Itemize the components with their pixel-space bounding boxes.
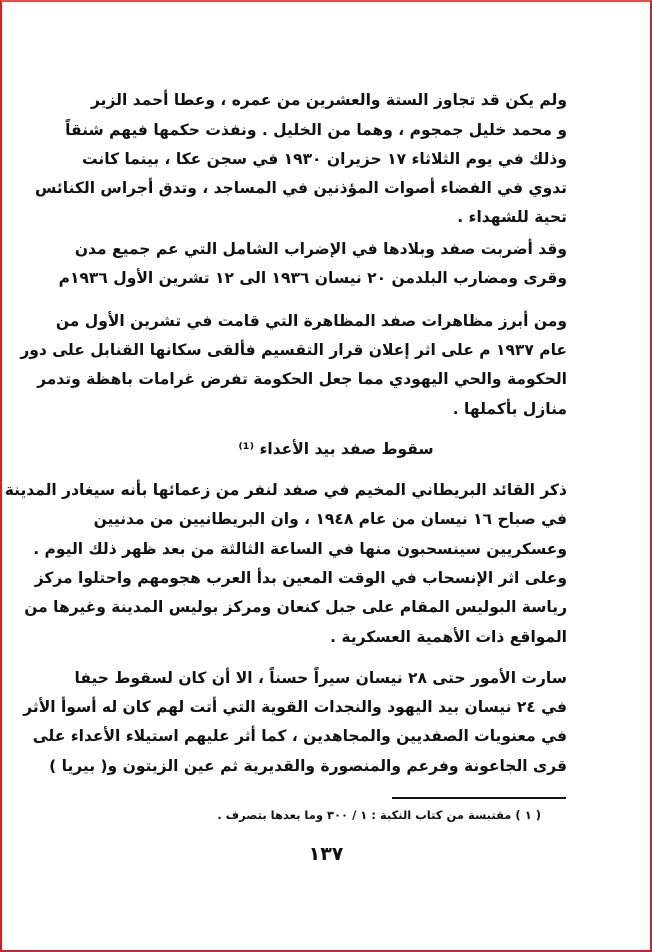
- text-line: في صباح ١٦ نيسان من عام ١٩٤٨ ، وان البريطانيين من مدنيين: [93, 510, 567, 528]
- text-line: وعلى اثر الإنسحاب في الوقت المعين بدأ العرب هجومهم واحتلوا مركز: [34, 569, 567, 587]
- text-line: منازل بأكملها .: [452, 400, 567, 418]
- footnote: ( ١ ) مقتبسة من كتاب النكبة : ١ / ٣٠٠ وما بعدها بتصرف .: [217, 808, 541, 822]
- text-line: في ٢٤ نيسان بيد اليهود والنجدات القوية التي أتت لهم كان له أسوأ الأثر: [23, 698, 567, 716]
- text-line: وقد أضربت صفد وبلادها في الإضراب الشامل التي عم جميع مدن: [74, 240, 567, 258]
- text-line: الحكومة والحي اليهودي مما جعل الحكومة تفرض غرامات باهظة وتدمر: [37, 370, 567, 388]
- text-line: وذلك في يوم الثلاثاء ١٧ حزيران ١٩٣٠ في سجن عكا ، بينما كانت: [82, 150, 567, 168]
- text-line: سارت الأمور حتى ٢٨ نيسان سيراً حسناً ، الا أن كان لسقوط حيفا: [74, 669, 567, 687]
- text-line: رياسة البوليس المقام على جبل كنعان ومركز بوليس المدينة وغيرها من: [24, 598, 567, 616]
- page-number: ١٣٧: [308, 843, 344, 865]
- text-line: عام ١٩٣٧ م على اثر إعلان قرار التقسيم فألقى سكانها القنابل على دور: [20, 341, 567, 359]
- text-line: تدوي في الفضاء أصوات المؤذنين في المساجد ، وتدق أجراس الكنائس: [35, 179, 567, 197]
- text-line: وقرى ومضارب البلدمن ٢٠ نيسان ١٩٣٦ الى ١٢ تشرين الأول ١٩٣٦م: [58, 269, 567, 287]
- footnote-divider: [392, 797, 566, 799]
- text-line: ذكر القائد البريطاني المخيم في صفد لنفر من زعمائها بأنه سيغادر المدينة: [4, 481, 567, 499]
- text-line: ولم يكن قد تجاوز الستة والعشرين من عمره ، وعطا أحمد الزير: [91, 91, 567, 109]
- text-line: و محمد خليل جمجوم ، وهما من الخليل . ونفذت حكمها فيهم شنقاً: [65, 121, 567, 139]
- text-line: في معنويات الصفديين والمجاهدين ، كما أثر عليهم استيلاء الأعداء على: [32, 727, 567, 745]
- text-line: المواقع ذات الأهمية العسكرية .: [330, 628, 567, 646]
- text-line: ومن أبرز مظاهرات صفد المظاهرة التي قامت في تشرين الأول من: [55, 312, 567, 330]
- text-line: تحية للشهداء .: [457, 208, 567, 226]
- text-line: وعسكريين سينسحبون منها في الساعة الثالثة من بعد ظهر ذلك اليوم .: [33, 540, 567, 558]
- section-heading: سقوط صفد بيد الأعداء ⁽¹⁾: [238, 440, 434, 458]
- text-line: قرى الجاعونة وفرعم والمنصورة والقديرية ثم عين الزيتون و( بيريا ): [49, 757, 567, 775]
